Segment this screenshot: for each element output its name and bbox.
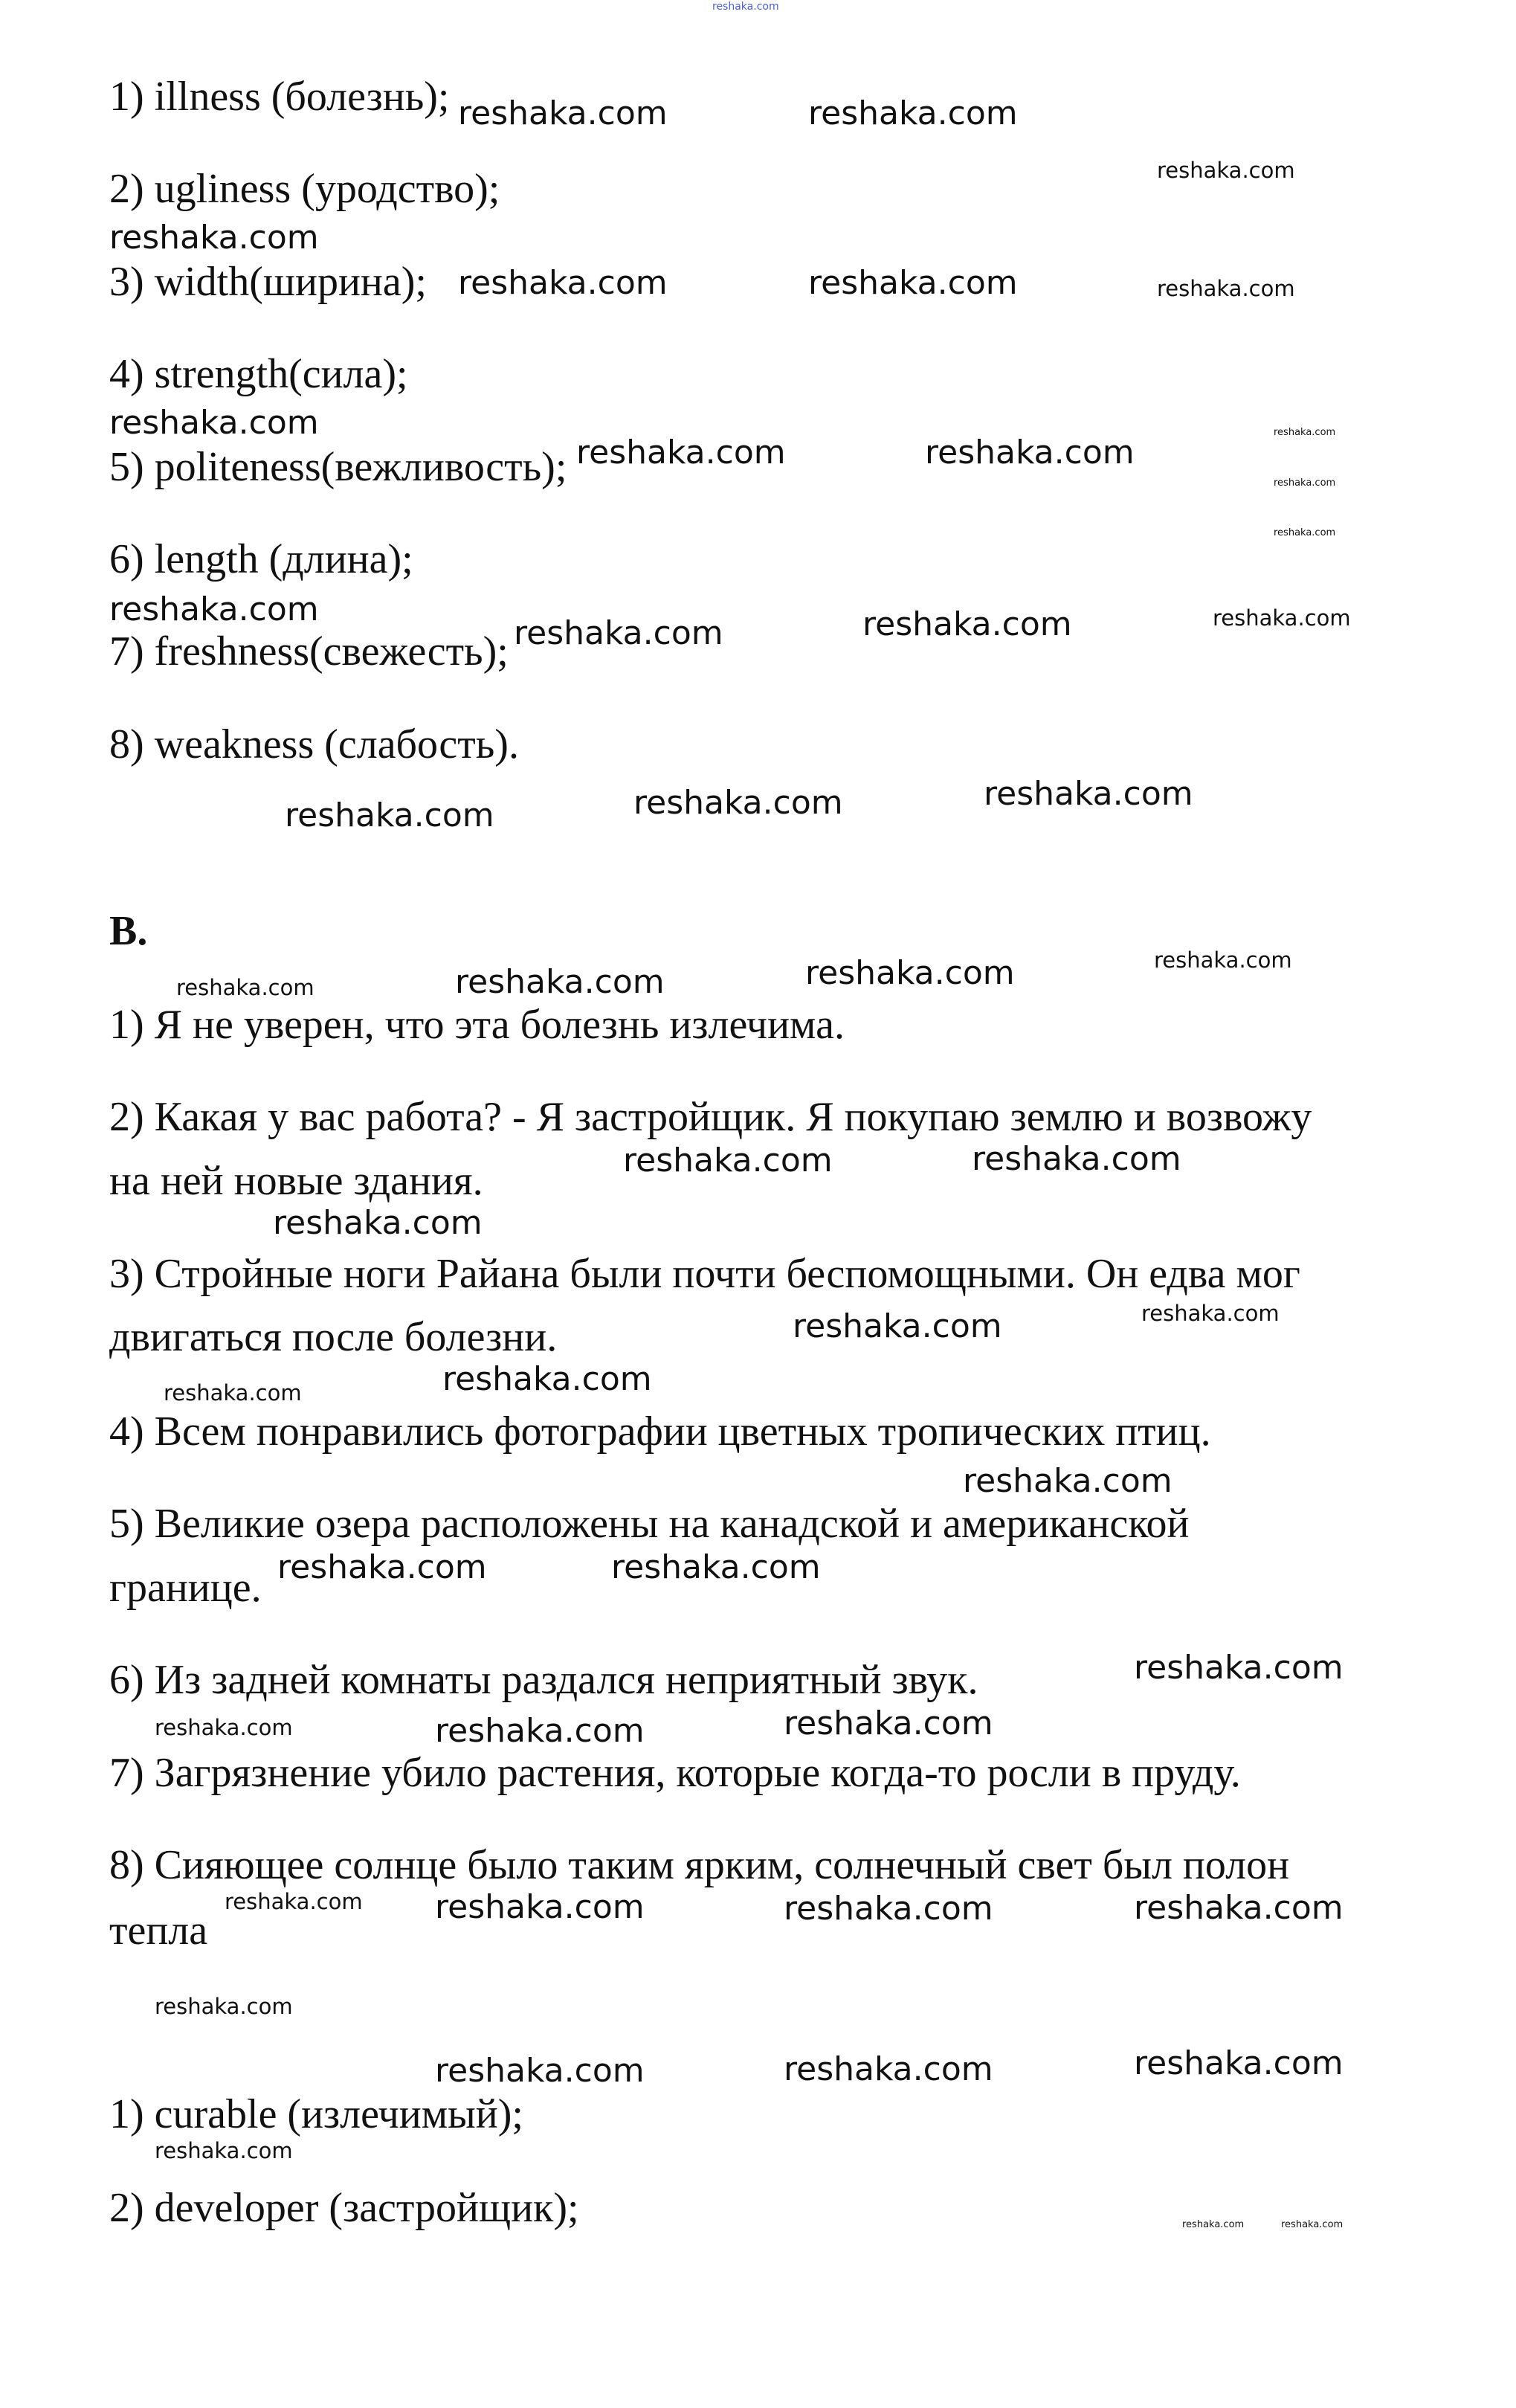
watermark-text: reshaka.com — [435, 2052, 645, 2090]
watermark-text: reshaka.com — [576, 434, 786, 471]
watermark-text: reshaka.com — [623, 1142, 833, 1179]
watermark-text: reshaka.com — [611, 1548, 821, 1586]
watermark-text: reshaka.com — [273, 1204, 483, 1242]
list-item: 5) politeness(вежливость); — [109, 444, 567, 490]
watermark-text: reshaka.com — [808, 94, 1018, 132]
watermark-text: reshaka.com — [442, 1360, 652, 1398]
watermark-text: reshaka.com — [1182, 2219, 1245, 2230]
sentence-line: границе. — [109, 1565, 262, 1611]
watermark-text: reshaka.com — [808, 264, 1018, 302]
watermark-text: reshaka.com — [984, 775, 1193, 813]
watermark-text: reshaka.com — [1154, 947, 1292, 973]
sentence-line: тепла — [109, 1908, 208, 1954]
list-item: 7) freshness(свежесть); — [109, 628, 509, 675]
watermark-text: reshaka.com — [862, 605, 1072, 643]
sentence-line: на ней новые здания. — [109, 1158, 483, 1204]
watermark-text: reshaka.com — [784, 2050, 993, 2088]
watermark-text: reshaka.com — [925, 434, 1135, 471]
watermark-text: reshaka.com — [1134, 1889, 1344, 1927]
watermark-text: reshaka.com — [458, 264, 668, 302]
watermark-text: reshaka.com — [155, 1715, 293, 1740]
watermark-text: reshaka.com — [109, 404, 319, 442]
list-item: 3) width(ширина); — [109, 259, 427, 305]
watermark-text: reshaka.com — [155, 1994, 293, 2019]
watermark-text: reshaka.com — [1281, 2219, 1344, 2230]
watermark-text: reshaka.com — [455, 963, 665, 1001]
watermark-text: reshaka.com — [1157, 276, 1295, 301]
sentence-line: 5) Великие озера расположены на канадской и американской — [109, 1501, 1190, 1547]
list-item: 2) developer (застройщик); — [109, 2185, 579, 2231]
watermark-text: reshaka.com — [164, 1380, 302, 1406]
watermark-text: reshaka.com — [1274, 527, 1336, 538]
sentence-line: 1) Я не уверен, что эта болезнь излечима. — [109, 1002, 845, 1048]
list-item: 1) curable (излечимый); — [109, 2091, 523, 2137]
list-item: 4) strength(сила); — [109, 351, 408, 397]
watermark-text: reshaka.com — [805, 954, 1015, 992]
list-item: 8) weakness (слабость). — [109, 721, 519, 767]
section-heading: B. — [109, 908, 148, 954]
watermark-text: reshaka.com — [176, 975, 315, 1000]
watermark-text: reshaka.com — [1141, 1301, 1280, 1326]
watermark-text: reshaka.com — [285, 796, 494, 834]
watermark-text: reshaka.com — [155, 2138, 293, 2163]
watermark-text: reshaka.com — [1157, 158, 1295, 183]
list-item: 6) length (длина); — [109, 536, 413, 582]
watermark-text: reshaka.com — [514, 614, 723, 652]
watermark-text: reshaka.com — [793, 1307, 1002, 1345]
watermark-text: reshaka.com — [109, 219, 319, 257]
list-item: 1) illness (болезнь); — [109, 74, 450, 120]
sentence-line: 6) Из задней комнаты раздался неприятный звук. — [109, 1657, 978, 1703]
watermark-text: reshaka.com — [633, 784, 843, 822]
sentence-line: 3) Стройные ноги Райана были почти беспомощными. Он едва мог — [109, 1251, 1300, 1297]
watermark-text: reshaka.com — [1274, 477, 1336, 489]
watermark-text: reshaka.com — [972, 1140, 1181, 1178]
sentence-line: 8) Сияющее солнце было таким ярким, солнечный свет был полон — [109, 1842, 1290, 1888]
watermark-text: reshaka.com — [784, 1704, 993, 1742]
watermark-text: reshaka.com — [963, 1462, 1173, 1500]
watermark-text: reshaka.com — [784, 1890, 993, 1928]
watermark-text: reshaka.com — [1274, 427, 1336, 438]
watermark-text: reshaka.com — [1213, 605, 1351, 631]
watermark-text: reshaka.com — [1134, 1649, 1344, 1687]
watermark-text: reshaka.com — [458, 94, 668, 132]
sentence-line: 4) Всем понравились фотографии цветных тропических птиц. — [109, 1409, 1211, 1455]
sentence-line: 2) Какая у вас работа? - Я застройщик. Я покупаю землю и возвожу — [109, 1094, 1312, 1140]
watermark-text: reshaka.com — [435, 1888, 645, 1926]
watermark-text: reshaka.com — [277, 1548, 487, 1586]
header-watermark: reshaka.com — [712, 1, 779, 13]
watermark-text: reshaka.com — [225, 1889, 363, 1914]
sentence-line: 7) Загрязнение убило растения, которые когда-то росли в пруду. — [109, 1750, 1241, 1796]
list-item: 2) ugliness (уродство); — [109, 166, 500, 212]
watermark-text: reshaka.com — [109, 590, 319, 628]
watermark-text: reshaka.com — [435, 1712, 645, 1750]
sentence-line: двигаться после болезни. — [109, 1314, 558, 1360]
watermark-text: reshaka.com — [1134, 2044, 1344, 2082]
